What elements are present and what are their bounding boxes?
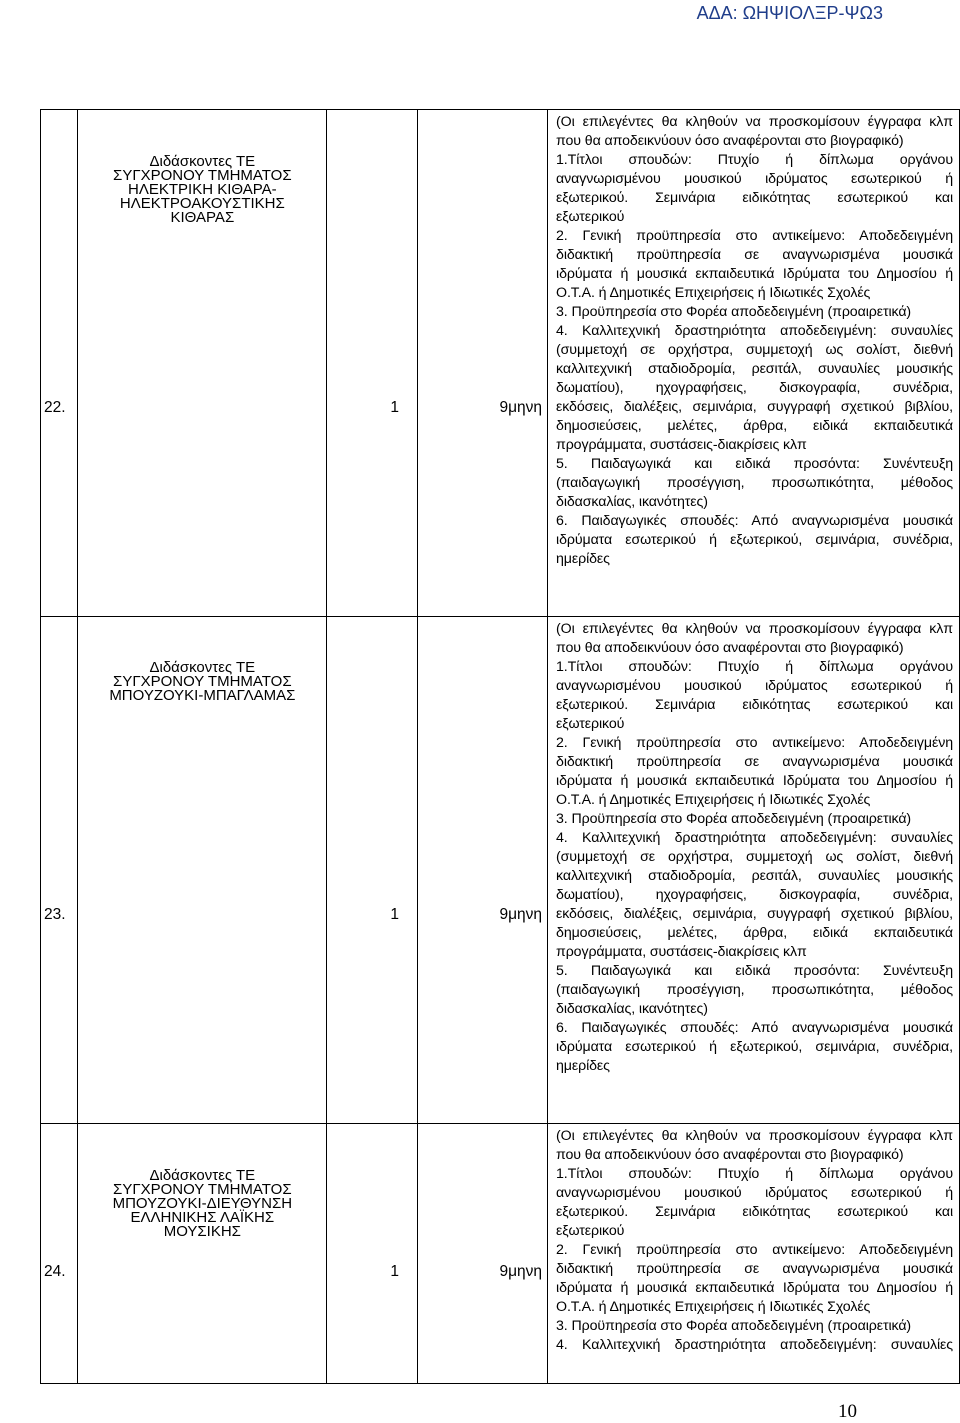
requirement-line: (Οι επιλεγέντες θα κληθούν να προσκομίσουν έγγραφα κλπ	[556, 621, 953, 637]
ada-document-id: ΑΔΑ: ΩΗΨΙΟΛΞΡ-ΨΩ3	[696, 3, 883, 23]
positions-count: 1	[390, 399, 399, 416]
positions-count-cell	[327, 617, 418, 1124]
requirement-line: 1.Τίτλοι σπουδών: Πτυχίο ή δίπλωμα οργάνου	[556, 152, 953, 168]
duration-cell	[417, 110, 547, 617]
requirement-line: ιδρύματα ή μουσικά εκπαιδευτικά Ιδρύματα του Δημοσίου ή	[556, 266, 953, 282]
specialty-title: Διδάσκοντες ΤΕ ΣΥΓΧΡΟΝΟΥ ΤΜΗΜΑΤΟΣ ΗΛΕΚΤΡΙΚΗ ΚΙΘΑΡΑ- ΗΛΕΚΤΡΟΑΚΟΥΣΤΙΚΗΣ ΚΙΘΑΡΑΣ	[113, 153, 292, 226]
table-row	[41, 1124, 960, 1384]
requirement-line: αναγνωρισμένου μουσικού ιδρύματος εσωτερικού ή	[556, 678, 953, 694]
requirement-line: (συμμετοχή σε ορχήστρα, συμμετοχή ως σολίστ, διεθνή	[556, 849, 953, 865]
contract-duration: 9μηνη	[499, 399, 543, 416]
requirement-line: 4. Καλλιτεχνική δραστηριότητα αποδεδειγμένη: συναυλίες	[556, 830, 953, 846]
duration-cell	[417, 1124, 547, 1384]
row-number: 24.	[44, 1263, 66, 1280]
requirement-line: 3. Προϋπηρεσία στο Φορέα αποδεδειγμένη (προαιρετικά)	[556, 304, 912, 320]
requirement-line: εξωτερικού. Σεμινάρια ειδικότητας εσωτερικού και	[556, 190, 953, 206]
requirement-line: καλλιτεχνική σταδιοδρομία, ρεσιτάλ, συναυλίες μουσικής	[556, 868, 953, 884]
positions-table	[40, 109, 960, 1384]
requirement-line: ημερίδες	[556, 551, 610, 567]
requirements-cell	[548, 1124, 960, 1384]
requirement-line: εξωτερικού. Σεμινάρια ειδικότητας εσωτερικού και	[556, 697, 953, 713]
requirement-line: διδασκαλίας, ικανότητες)	[556, 494, 708, 510]
requirement-line: 2. Γενική προϋπηρεσία στο αντικείμενο: Αποδεδειγμένη	[556, 1242, 953, 1258]
requirement-line: που θα αποδεικνύουν όσο αναφέρονται στο βιογραφικό)	[556, 640, 904, 656]
requirement-line: διδακτική προϋπηρεσία σε αναγνωρισμένα μουσικά	[556, 754, 953, 770]
row-number-cell	[41, 617, 78, 1124]
requirement-line: καλλιτεχνική σταδιοδρομία, ρεσιτάλ, συναυλίες μουσικής	[556, 361, 953, 377]
table-row	[41, 617, 960, 1124]
positions-count-cell	[327, 110, 418, 617]
requirement-line: 2. Γενική προϋπηρεσία στο αντικείμενο: Αποδεδειγμένη	[556, 735, 953, 751]
requirement-line: διδακτική προϋπηρεσία σε αναγνωρισμένα μουσικά	[556, 1261, 953, 1277]
requirement-line: εκδόσεις, διαλέξεις, σεμινάρια, συγγραφή σχετικού βιβλίου,	[556, 906, 953, 922]
requirement-line: (Οι επιλεγέντες θα κληθούν να προσκομίσουν έγγραφα κλπ	[556, 1128, 953, 1144]
row-number-cell	[41, 110, 78, 617]
requirement-line: ημερίδες	[556, 1058, 610, 1074]
requirement-line: ιδρύματα εσωτερικού ή εξωτερικού, σεμινάρια, συνέδρια,	[556, 1039, 953, 1055]
requirement-line: δωματίου), ηχογραφήσεις, δισκογραφία, συνέδρια,	[556, 380, 953, 396]
requirement-line: διδασκαλίας, ικανότητες)	[556, 1001, 708, 1017]
row-number-cell	[41, 1124, 78, 1384]
row-number: 22.	[44, 399, 66, 416]
table-row	[41, 110, 960, 617]
specialty-title: Διδάσκοντες ΤΕ ΣΥΓΧΡΟΝΟΥ ΤΜΗΜΑΤΟΣ ΜΠΟΥΖΟΥΚΙ-ΜΠΑΓΛΑΜΑΣ	[109, 659, 296, 704]
requirements-text	[548, 617, 959, 1076]
requirement-line: 4. Καλλιτεχνική δραστηριότητα αποδεδειγμένη: συναυλίες	[556, 1337, 953, 1353]
requirement-line: που θα αποδεικνύουν όσο αναφέρονται στο βιογραφικό)	[556, 133, 904, 149]
requirement-line: εξωτερικού	[556, 716, 625, 732]
positions-count-cell	[327, 1124, 418, 1384]
requirement-line: ιδρύματα ή μουσικά εκπαιδευτικά Ιδρύματα του Δημοσίου ή	[556, 1280, 953, 1296]
requirement-line: Ο.Τ.Α. ή Δημοτικές Επιχειρήσεις ή Ιδιωτικές Σχολές	[556, 1299, 871, 1315]
specialty-cell	[78, 617, 327, 1124]
requirement-line: που θα αποδεικνύουν όσο αναφέρονται στο βιογραφικό)	[556, 1147, 904, 1163]
requirements-cell	[548, 110, 960, 617]
requirement-line: (Οι επιλεγέντες θα κληθούν να προσκομίσουν έγγραφα κλπ	[556, 114, 953, 130]
requirement-line: (παιδαγωγική προσέγγιση, προσωπικότητα, μέθοδος	[556, 475, 953, 491]
row-number: 23.	[44, 906, 66, 923]
requirement-line: 5. Παιδαγωγικά και ειδικά προσόντα: Συνέντευξη	[556, 963, 953, 979]
requirement-line: ιδρύματα ή μουσικά εκπαιδευτικά Ιδρύματα του Δημοσίου ή	[556, 773, 953, 789]
page-number: 10	[838, 1401, 857, 1422]
requirement-line: διδακτική προϋπηρεσία σε αναγνωρισμένα μουσικά	[556, 247, 953, 263]
requirement-line: 5. Παιδαγωγικά και ειδικά προσόντα: Συνέντευξη	[556, 456, 953, 472]
requirement-line: 3. Προϋπηρεσία στο Φορέα αποδεδειγμένη (προαιρετικά)	[556, 811, 912, 827]
requirement-line: εξωτερικού	[556, 1223, 625, 1239]
specialty-title: Διδάσκοντες ΤΕ ΣΥΓΧΡΟΝΟΥ ΤΜΗΜΑΤΟΣ ΜΠΟΥΖΟΥΚΙ-ΔΙΕΥΘΥΝΣΗ ΕΛΛΗΝΙΚΗΣ ΛΑΪΚΗΣ ΜΟΥΣΙΚΗΣ	[112, 1167, 293, 1240]
duration-cell	[417, 617, 547, 1124]
requirement-line: εξωτερικού. Σεμινάρια ειδικότητας εσωτερικού και	[556, 1204, 953, 1220]
requirement-line: αναγνωρισμένου μουσικού ιδρύματος εσωτερικού ή	[556, 1185, 953, 1201]
specialty-cell	[78, 110, 327, 617]
requirement-line: εξωτερικού	[556, 209, 625, 225]
requirement-line: προγράμματα, συστάσεις-διακρίσεις κλπ	[556, 437, 807, 453]
requirement-line: 6. Παιδαγωγικές σπουδές: Από αναγνωρισμένα μουσικά	[556, 513, 953, 529]
requirement-line: 4. Καλλιτεχνική δραστηριότητα αποδεδειγμένη: συναυλίες	[556, 323, 953, 339]
contract-duration: 9μηνη	[499, 906, 543, 923]
requirement-line: δημοσιεύσεις, μελέτες, άρθρα, ειδικά εκπαιδευτικά	[556, 925, 953, 941]
requirement-line: 6. Παιδαγωγικές σπουδές: Από αναγνωρισμένα μουσικά	[556, 1020, 953, 1036]
requirement-line: δωματίου), ηχογραφήσεις, δισκογραφία, συνέδρια,	[556, 887, 953, 903]
requirements-text	[548, 110, 959, 569]
requirement-line: Ο.Τ.Α. ή Δημοτικές Επιχειρήσεις ή Ιδιωτικές Σχολές	[556, 285, 871, 301]
requirements-text	[548, 1124, 959, 1355]
requirement-line: προγράμματα, συστάσεις-διακρίσεις κλπ	[556, 944, 807, 960]
requirement-line: εκδόσεις, διαλέξεις, σεμινάρια, συγγραφή σχετικού βιβλίου,	[556, 399, 953, 415]
requirement-line: 2. Γενική προϋπηρεσία στο αντικείμενο: Αποδεδειγμένη	[556, 228, 953, 244]
requirement-line: αναγνωρισμένου μουσικού ιδρύματος εσωτερικού ή	[556, 171, 953, 187]
requirement-line: 1.Τίτλοι σπουδών: Πτυχίο ή δίπλωμα οργάνου	[556, 1166, 953, 1182]
requirement-line: Ο.Τ.Α. ή Δημοτικές Επιχειρήσεις ή Ιδιωτικές Σχολές	[556, 792, 871, 808]
requirement-line: (συμμετοχή σε ορχήστρα, συμμετοχή ως σολίστ, διεθνή	[556, 342, 953, 358]
requirement-line: 1.Τίτλοι σπουδών: Πτυχίο ή δίπλωμα οργάνου	[556, 659, 953, 675]
requirement-line: (παιδαγωγική προσέγγιση, προσωπικότητα, μέθοδος	[556, 982, 953, 998]
contract-duration: 9μηνη	[499, 1263, 543, 1280]
requirement-line: 3. Προϋπηρεσία στο Φορέα αποδεδειγμένη (προαιρετικά)	[556, 1318, 912, 1334]
positions-count: 1	[390, 1263, 399, 1280]
requirement-line: ιδρύματα εσωτερικού ή εξωτερικού, σεμινάρια, συνέδρια,	[556, 532, 953, 548]
requirement-line: δημοσιεύσεις, μελέτες, άρθρα, ειδικά εκπαιδευτικά	[556, 418, 953, 434]
requirements-cell	[548, 617, 960, 1124]
positions-count: 1	[390, 906, 399, 923]
specialty-cell	[78, 1124, 327, 1384]
